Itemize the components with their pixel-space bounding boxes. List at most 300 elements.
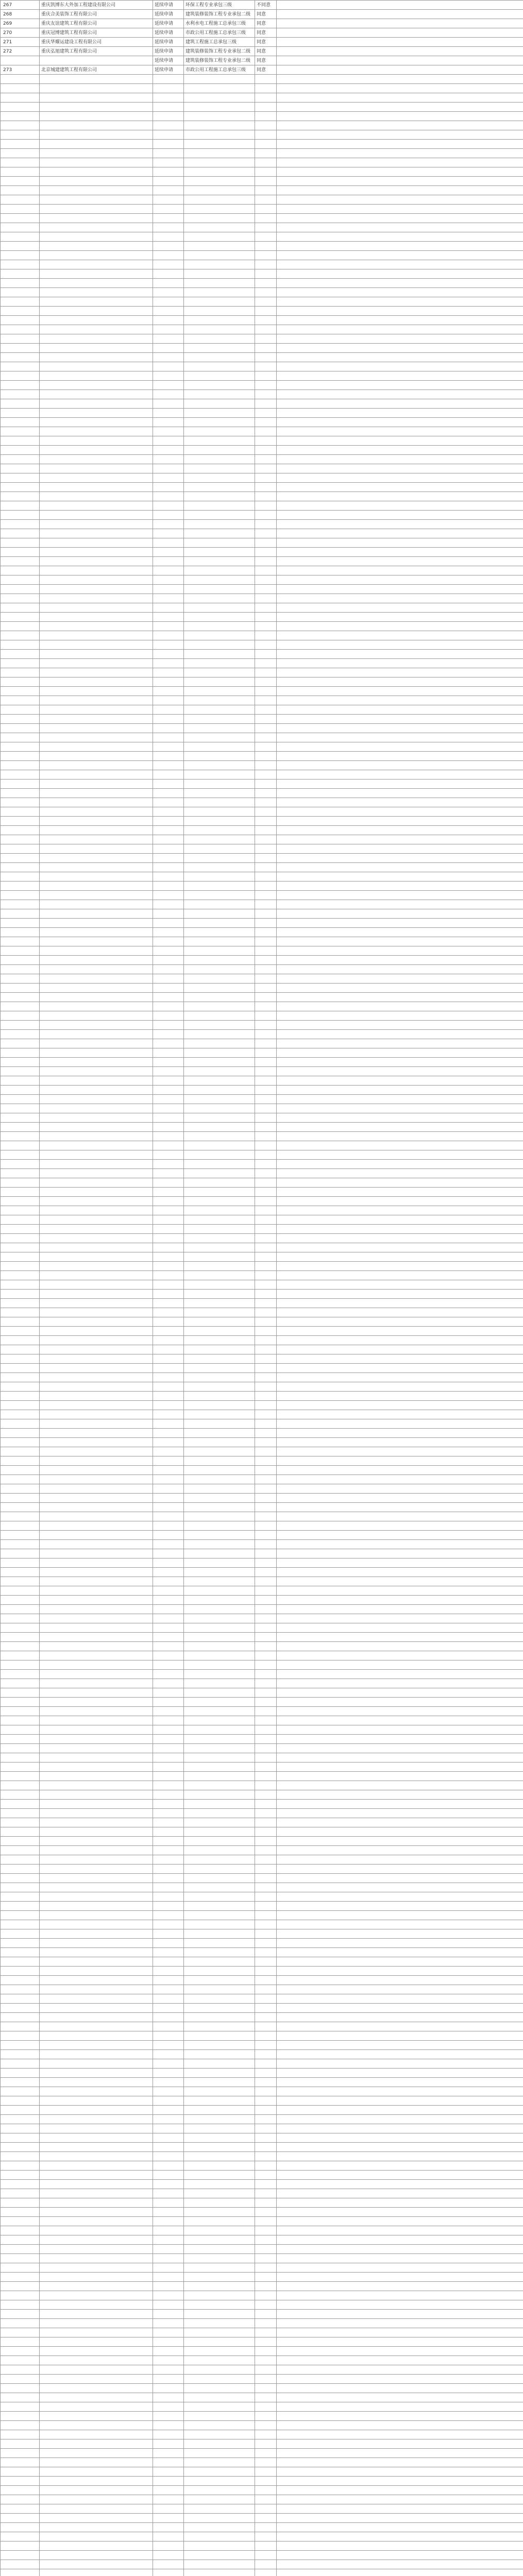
company-name [40, 1957, 153, 1967]
review-result [255, 1698, 277, 1707]
review-result [255, 186, 277, 195]
empty-cell [277, 1466, 523, 1475]
qualification [184, 2282, 255, 2291]
qualification [184, 297, 255, 307]
row-number [1, 1336, 40, 1345]
application-type [153, 288, 184, 297]
empty-cell [277, 2551, 523, 2560]
company-name: 重庆合美装饰工程有限公司 [40, 10, 153, 19]
qualification [184, 1188, 255, 1197]
qualification [184, 2152, 255, 2161]
table-row [1, 1818, 523, 1827]
table-row [1, 640, 523, 650]
qualification [184, 1911, 255, 1920]
application-type [153, 650, 184, 659]
company-name [40, 1048, 153, 1058]
company-name [40, 715, 153, 724]
review-result [255, 307, 277, 316]
row-number [1, 1911, 40, 1920]
company-name [40, 1447, 153, 1456]
table-row [1, 325, 523, 334]
empty-cell [277, 65, 523, 75]
empty-cell [277, 1002, 523, 1011]
qualification: 环保工程专业承包三级 [184, 1, 255, 10]
review-result [255, 1577, 277, 1586]
row-number [1, 1707, 40, 1716]
qualification [184, 817, 255, 826]
company-name [40, 1865, 153, 1874]
company-name [40, 882, 153, 891]
empty-cell [277, 807, 523, 817]
table-row [1, 103, 523, 112]
row-number [1, 390, 40, 399]
application-type [153, 2096, 184, 2106]
application-type [153, 1475, 184, 1484]
row-number [1, 1772, 40, 1781]
application-type [153, 195, 184, 205]
qualification [184, 1021, 255, 1030]
row-number [1, 279, 40, 288]
company-name [40, 436, 153, 446]
row-number [1, 140, 40, 149]
table-row [1, 1874, 523, 1883]
review-result [255, 1809, 277, 1818]
row-number [1, 1623, 40, 1633]
table-row [1, 1308, 523, 1317]
qualification [184, 2171, 255, 2180]
row-number [1, 733, 40, 742]
table-row [1, 798, 523, 807]
qualification [184, 1160, 255, 1169]
company-name [40, 1271, 153, 1280]
row-number [1, 1271, 40, 1280]
empty-cell [277, 2541, 523, 2551]
review-result [255, 2412, 277, 2421]
table-row [1, 1243, 523, 1252]
review-result [255, 353, 277, 362]
application-type [153, 1113, 184, 1123]
review-result [255, 1892, 277, 1902]
application-type [153, 1030, 184, 1039]
application-type [153, 1178, 184, 1188]
qualification [184, 1456, 255, 1466]
row-number [1, 724, 40, 733]
company-name [40, 613, 153, 622]
company-name [40, 473, 153, 483]
row-number [1, 2143, 40, 2152]
table-row [1, 2235, 523, 2245]
empty-cell [277, 334, 523, 344]
qualification [184, 464, 255, 473]
review-result [255, 2541, 277, 2551]
table-row [1, 1429, 523, 1438]
application-type [153, 2532, 184, 2541]
qualification [184, 594, 255, 603]
review-result [255, 1827, 277, 1837]
company-name [40, 2541, 153, 2551]
review-result [255, 130, 277, 140]
empty-cell [277, 705, 523, 715]
application-type: 延续申请 [153, 19, 184, 28]
row-number [1, 2532, 40, 2541]
row-number [1, 1605, 40, 1614]
review-result [255, 455, 277, 464]
qualification [184, 2300, 255, 2310]
empty-cell [277, 1215, 523, 1225]
qualification [184, 1939, 255, 1948]
row-number [1, 2430, 40, 2439]
row-number [1, 1957, 40, 1967]
row-number [1, 2217, 40, 2226]
review-result [255, 1188, 277, 1197]
table-row [1, 854, 523, 863]
application-type [153, 2486, 184, 2495]
company-name [40, 1475, 153, 1484]
table-row [1, 622, 523, 631]
row-number [1, 2152, 40, 2161]
row-number [1, 1558, 40, 1568]
row-number [1, 1141, 40, 1150]
empty-cell [277, 1188, 523, 1197]
row-number [1, 984, 40, 993]
company-name [40, 1392, 153, 1401]
review-result [255, 1438, 277, 1447]
qualification [184, 1354, 255, 1364]
qualification [184, 993, 255, 1002]
review-result [255, 1308, 277, 1317]
row-number [1, 937, 40, 946]
table-row [1, 548, 523, 557]
application-type [153, 733, 184, 742]
empty-cell [277, 1558, 523, 1568]
table-row [1, 2384, 523, 2393]
review-result [255, 835, 277, 844]
company-name [40, 2087, 153, 2096]
application-type [153, 854, 184, 863]
company-name [40, 1494, 153, 1503]
empty-cell [277, 511, 523, 520]
qualification [184, 2013, 255, 2022]
review-result [255, 390, 277, 399]
empty-cell [277, 140, 523, 149]
application-type: 延续申请 [153, 56, 184, 65]
review-result [255, 1865, 277, 1874]
review-result [255, 2115, 277, 2124]
company-name [40, 2096, 153, 2106]
table-row [1, 2421, 523, 2430]
review-result [255, 2059, 277, 2069]
application-type [153, 205, 184, 214]
row-number [1, 1929, 40, 1939]
qualification [184, 1967, 255, 1976]
application-type [153, 1558, 184, 1568]
qualification [184, 1373, 255, 1382]
qualification [184, 566, 255, 575]
application-type [153, 1392, 184, 1401]
row-number [1, 1011, 40, 1021]
row-number [1, 1401, 40, 1410]
table-row [1, 492, 523, 501]
empty-cell [277, 1762, 523, 1772]
review-result [255, 1660, 277, 1670]
empty-cell [277, 928, 523, 937]
empty-cell [277, 1781, 523, 1790]
qualification [184, 1679, 255, 1688]
company-name [40, 2124, 153, 2133]
company-name [40, 1327, 153, 1336]
application-type [153, 770, 184, 779]
review-result [255, 854, 277, 863]
table-row [1, 186, 523, 195]
empty-cell [277, 937, 523, 946]
application-type [153, 1735, 184, 1744]
review-result [255, 2198, 277, 2208]
application-type [153, 344, 184, 353]
table-row [1, 613, 523, 622]
empty-cell [277, 2393, 523, 2402]
application-type [153, 1011, 184, 1021]
application-type [153, 1679, 184, 1688]
qualification [184, 1438, 255, 1447]
row-number [1, 1688, 40, 1698]
qualification [184, 2439, 255, 2449]
table-row [1, 2096, 523, 2106]
empty-cell [277, 75, 523, 84]
qualification [184, 2115, 255, 2124]
review-result [255, 2421, 277, 2430]
row-number [1, 1132, 40, 1141]
review-result [255, 121, 277, 130]
company-name [40, 2069, 153, 2078]
application-type [153, 297, 184, 307]
empty-cell [277, 1113, 523, 1123]
qualification [184, 223, 255, 232]
empty-cell [277, 529, 523, 538]
qualification [184, 1262, 255, 1271]
empty-cell [277, 965, 523, 974]
empty-cell [277, 2300, 523, 2310]
row-number [1, 696, 40, 705]
empty-cell [277, 418, 523, 427]
empty-cell [277, 2152, 523, 2161]
empty-cell [277, 316, 523, 325]
empty-cell [277, 752, 523, 761]
company-name [40, 1141, 153, 1150]
qualification [184, 1447, 255, 1456]
company-name [40, 2189, 153, 2198]
row-number [1, 1874, 40, 1883]
table-row [1, 2059, 523, 2069]
application-type [153, 2449, 184, 2458]
qualification [184, 130, 255, 140]
application-type [153, 900, 184, 909]
company-name [40, 946, 153, 956]
application-type [153, 1633, 184, 1642]
review-result [255, 2254, 277, 2263]
table-row [1, 529, 523, 538]
empty-cell [277, 715, 523, 724]
application-type [153, 2319, 184, 2328]
row-number [1, 900, 40, 909]
company-name [40, 2560, 153, 2569]
row-number [1, 1308, 40, 1317]
table-row [1, 223, 523, 232]
empty-cell [277, 2449, 523, 2458]
empty-cell [277, 1234, 523, 1243]
empty-cell [277, 1243, 523, 1252]
application-type [153, 1967, 184, 1976]
company-name [40, 1429, 153, 1438]
table-row [1, 2523, 523, 2532]
review-result [255, 520, 277, 529]
row-number [1, 854, 40, 863]
review-result [255, 1586, 277, 1596]
table-row [1, 1967, 523, 1976]
application-type [153, 1855, 184, 1865]
application-type [153, 1939, 184, 1948]
application-type [153, 362, 184, 371]
company-name [40, 84, 153, 93]
company-name [40, 520, 153, 529]
row-number: 270 [1, 28, 40, 38]
qualification [184, 2375, 255, 2384]
review-result [255, 1781, 277, 1790]
qualification [184, 2486, 255, 2495]
qualification [184, 1308, 255, 1317]
table-row [1, 1466, 523, 1475]
review-result [255, 1141, 277, 1150]
row-number [1, 2384, 40, 2393]
company-name [40, 232, 153, 242]
company-name [40, 1401, 153, 1410]
table-row [1, 2078, 523, 2087]
company-name [40, 640, 153, 650]
review-result [255, 1521, 277, 1531]
qualification [184, 1725, 255, 1735]
qualification [184, 2495, 255, 2504]
empty-cell [277, 900, 523, 909]
table-row [1, 974, 523, 984]
table-row [1, 1762, 523, 1772]
empty-cell [277, 2328, 523, 2337]
row-number [1, 1048, 40, 1058]
table-row [1, 483, 523, 492]
review-result [255, 436, 277, 446]
row-number: 272 [1, 47, 40, 56]
empty-cell [277, 93, 523, 103]
table-row [1, 1512, 523, 1521]
qualification [184, 2198, 255, 2208]
application-type [153, 1540, 184, 1549]
row-number [1, 103, 40, 112]
qualification [184, 1809, 255, 1818]
empty-cell [277, 1670, 523, 1679]
qualification [184, 789, 255, 798]
row-number [1, 297, 40, 307]
application-type [153, 2180, 184, 2189]
table-row [1, 1494, 523, 1503]
row-number [1, 1512, 40, 1521]
company-name [40, 501, 153, 511]
company-name [40, 2319, 153, 2328]
row-number [1, 1262, 40, 1271]
empty-cell [277, 251, 523, 260]
qualification [184, 2041, 255, 2050]
application-type [153, 891, 184, 900]
qualification [184, 1039, 255, 1048]
company-name [40, 1818, 153, 1827]
company-name [40, 2235, 153, 2245]
application-type [153, 186, 184, 195]
application-type [153, 687, 184, 696]
row-number [1, 1614, 40, 1623]
empty-cell [277, 2421, 523, 2430]
review-result [255, 2143, 277, 2152]
empty-cell [277, 1660, 523, 1670]
review-result [255, 2273, 277, 2282]
table-row [1, 2245, 523, 2254]
row-number [1, 205, 40, 214]
qualification [184, 1280, 255, 1290]
company-name [40, 1021, 153, 1030]
row-number [1, 84, 40, 93]
table-row [1, 1419, 523, 1429]
empty-cell [277, 464, 523, 473]
review-result [255, 1735, 277, 1744]
company-name [40, 334, 153, 344]
application-type [153, 399, 184, 409]
table-row [1, 1911, 523, 1920]
empty-cell [277, 650, 523, 659]
company-name [40, 362, 153, 371]
company-name [40, 103, 153, 112]
qualification [184, 121, 255, 130]
empty-cell [277, 1123, 523, 1132]
empty-cell [277, 2004, 523, 2013]
qualification [184, 473, 255, 483]
application-type [153, 1902, 184, 1911]
application-type [153, 1762, 184, 1772]
row-number [1, 2365, 40, 2375]
application-type [153, 1827, 184, 1837]
qualification [184, 436, 255, 446]
company-name [40, 1967, 153, 1976]
company-name: 重庆凯博东大外加工程建设有限公司 [40, 1, 153, 10]
review-result [255, 84, 277, 93]
review-result [255, 1429, 277, 1438]
application-type [153, 492, 184, 501]
empty-cell [277, 1976, 523, 1985]
qualification [184, 409, 255, 418]
company-name [40, 2180, 153, 2189]
application-type: 延续申请 [153, 10, 184, 19]
table-row [1, 195, 523, 205]
review-result [255, 1874, 277, 1883]
review-result [255, 1512, 277, 1521]
application-type [153, 872, 184, 882]
qualification [184, 1744, 255, 1753]
application-type [153, 752, 184, 761]
empty-cell [277, 2495, 523, 2504]
row-number [1, 1827, 40, 1837]
review-result [255, 1011, 277, 1021]
table-row [1, 1225, 523, 1234]
empty-cell [277, 1790, 523, 1800]
qualification [184, 742, 255, 752]
company-name [40, 1568, 153, 1577]
empty-cell [277, 1160, 523, 1169]
table-row [1, 1549, 523, 1558]
